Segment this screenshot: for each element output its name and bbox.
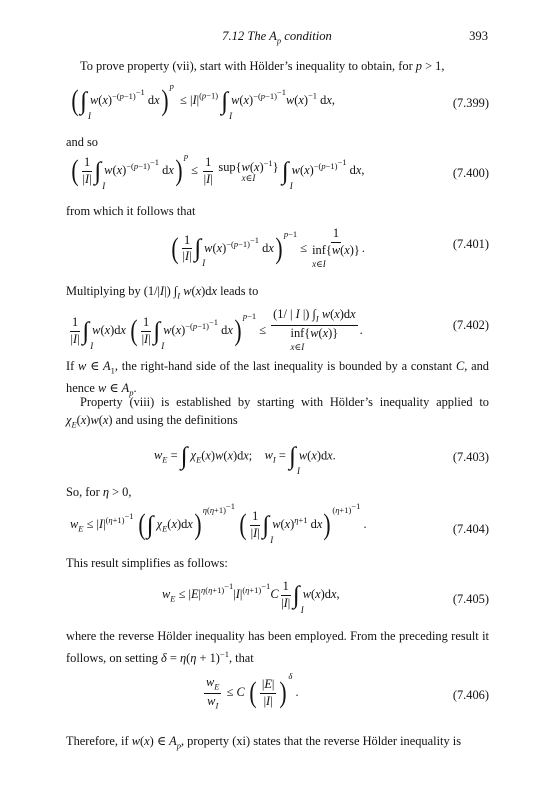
equation-number: (7.406) — [452, 688, 489, 702]
page-number: 393 — [469, 29, 488, 43]
equation-number: (7.403) — [452, 450, 489, 464]
equation-7-402 — [66, 304, 489, 356]
equation-7-399-body: (∫ I $w(x)^{-(p-1)^{-1}}$ $dx)^p \le |I|^{(p-1)}$ ∫ I $w(x)^{-(p-1)^{-1}}w(x)^{-1}$ dx, — [71, 80, 335, 121]
equation-7-399 — [66, 82, 489, 126]
paragraph-simplifies: This result simplifies as follows: — [66, 556, 228, 570]
paragraph-therefore: Therefore, if w(x) ∈ $A_p$, property (xi) states that the reverse Hölder inequality is — [66, 734, 462, 751]
equation-7-405 — [66, 576, 489, 620]
equation-7-402-body: $\frac{1}{|I|}$ ∫ I w(x)dx ( $\frac{1}{|I|}$ ∫ I $w(x)^{-(p-1)^{-1}}$ dx)$^{p-1}$ ≤ (1/ | I |) $\int_I$ w(x)dx inf{w(x)} x∈I . — [70, 307, 363, 353]
equation-number: (7.404) — [452, 522, 489, 536]
equation-7-405-body: $w_E \le |E|^{\eta(\eta+1)^{-1}}|I|^{(\eta+1)^{-1}}C$ $\frac{1}{|I|}$ ∫ I w(x)dx, — [162, 579, 340, 615]
equation-7-401-body: ( $\frac{1}{|I|}$ ∫ I $w(x)^{-(p-1)^{-1}}$ dx)$^{p-1}$ ≤ 1 inf{w(x)} x∈I . — [171, 226, 365, 270]
equation-number: (7.402) — [452, 318, 489, 332]
equation-7-404 — [66, 501, 489, 552]
paragraph-from-which: from which it follows that — [66, 204, 196, 218]
paragraph-so-for-eta: So, for η > 0, — [66, 485, 132, 499]
paragraph-if-w-in-a1: If w ∈ $A_1$, the right-hand side of the last inequality is bounded by a constant C, and hence w ∈ $A_p$. — [66, 359, 489, 398]
equation-7-401 — [66, 223, 489, 269]
equation-7-404-body: $w_E \le |I|^{(\eta+1)^{-1}}$ (∫ $\chi_E(x)dx)^{\eta(\eta+1)^{-1}}$ ( $\frac{1}{|I|}$ ∫ I $w(x)^{\eta+1}$ dx)$^{(\eta+1)^{-1}}$ . — [70, 501, 367, 545]
equation-7-400-body: ( $\frac{1}{|I|}$ ∫ I $w(x)^{-(p-1)^{-1}}$ dx)$^p$ ≤ $\frac{1}{|I|}$ $sup\{w(x)^{-1}\}$ x∈I ∫ I $w(x)^{-(p-1)^{-1}}$ dx, — [71, 150, 365, 191]
paragraph-multiplying: Multiplying by (1/|I|) $\int_I$ w(x)dx leads to — [66, 284, 259, 301]
equation-7-403 — [66, 440, 489, 478]
equation-7-406-body: $\frac{w_E}{w_I}$ ≤ C ( $\frac{|E|}{|I|}$ )$^\delta$ . — [206, 671, 299, 711]
equation-7-406 — [66, 672, 489, 720]
running-title: 7.12 The $A_p$ condition — [222, 29, 332, 46]
running-header — [66, 29, 488, 45]
paragraph-property-viii: Property (viii) is established by starting with Hölder’s inequality applied to $\chi_E(x)w(x)$ and using the definitions — [66, 395, 489, 430]
equation-number: (7.405) — [452, 592, 489, 606]
paragraph-intro: To prove property (vii), start with Hölder’s inequality to obtain, for p > 1, — [80, 59, 445, 73]
paragraph-and-so: and so — [66, 135, 99, 149]
equation-number: (7.399) — [452, 96, 489, 110]
equation-number: (7.401) — [452, 237, 489, 251]
paragraph-reverse-holder: where the reverse Hölder inequality has been employed. From the preceding result it follows, on setting $\delta = \eta(\eta + 1)^{-1}$, that — [66, 629, 489, 665]
equation-number: (7.400) — [452, 166, 489, 180]
equation-7-403-body: $w_E$ = ∫ $\chi_E(x)w(x)dx$; $w_I$ = ∫ I w(x)dx. — [154, 443, 336, 476]
equation-7-400 — [66, 152, 489, 198]
